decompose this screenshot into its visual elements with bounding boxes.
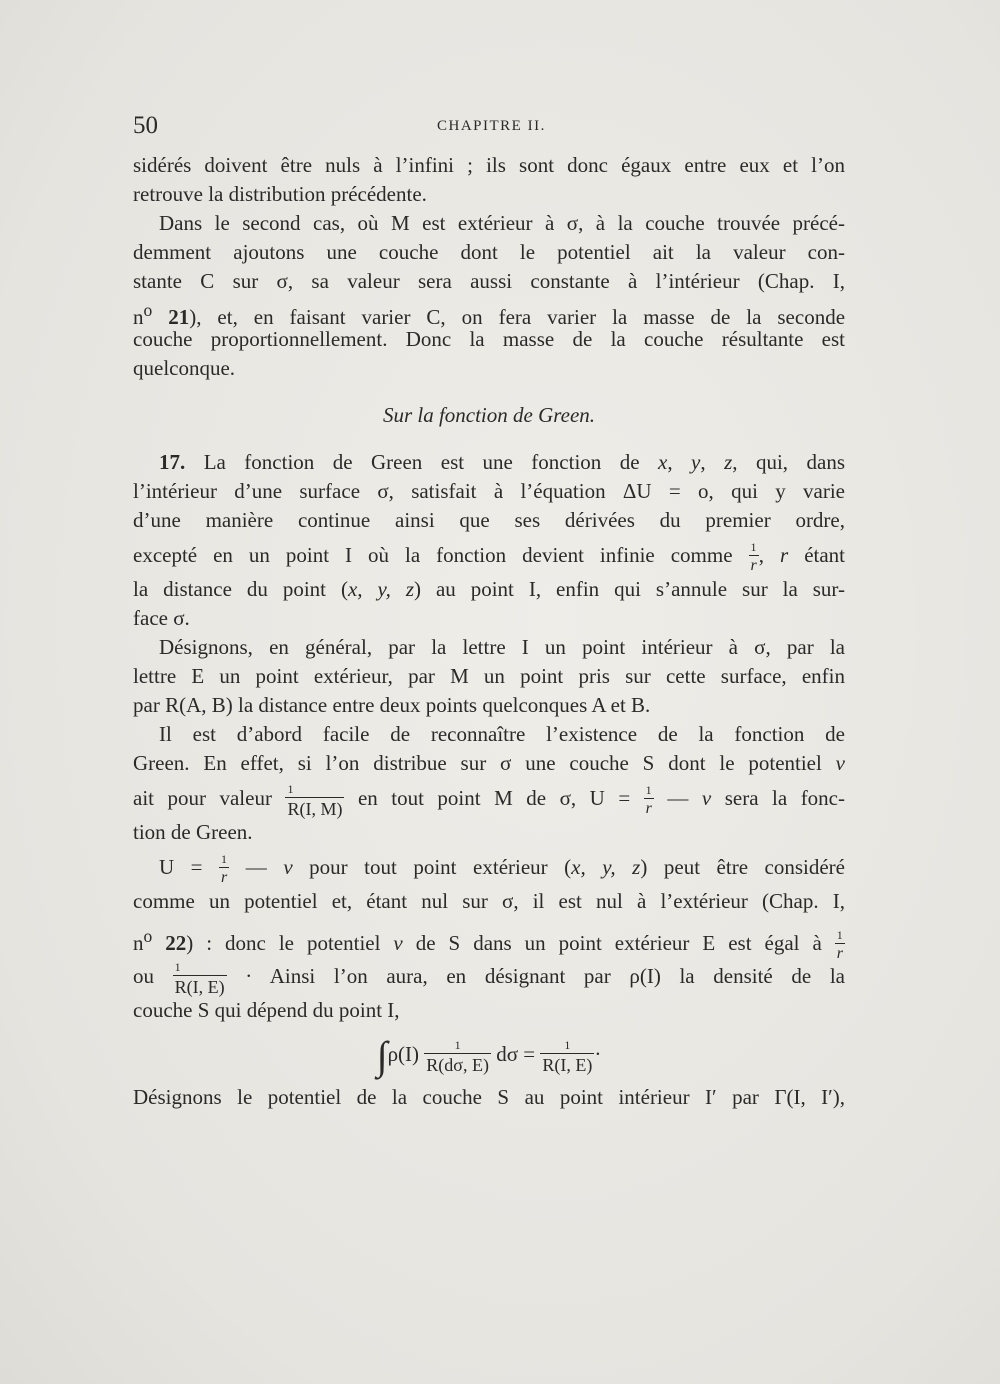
text-line: tion de Green. bbox=[133, 820, 253, 844]
fraction: $\frac{1}{r}$ bbox=[836, 927, 843, 962]
fraction: $\frac{1}{r}$ bbox=[750, 539, 757, 574]
text-line: couche S qui dépend du point I, bbox=[133, 998, 400, 1022]
text-line: U = $\frac{1}{r}$ — v pour tout point extérieur (x, y, z) peut être considéré bbox=[159, 851, 845, 886]
text-line: face σ. bbox=[133, 606, 190, 630]
text-line: Green. En effet, si l’on distribue sur σ une couche S dont le potentiel v bbox=[133, 751, 845, 775]
text-line: par R(A, B) la distance entre deux points quelconques A et B. bbox=[133, 693, 651, 717]
text-line: d’une manière continue ainsi que ses dérivées du premier ordre, bbox=[133, 508, 845, 532]
text-line: ait pour valeur $\frac{1}{R(I, M)}$ en tout point M de σ, U = $\frac{1}{r}$ — v sera la fonc- bbox=[133, 781, 845, 819]
section-title: Sur la fonction de Green. bbox=[382, 403, 596, 427]
text-line: $n^o$ 22) : donc le potentiel v de S dans un point extérieur E est égal à $\frac{1}{r}$ bbox=[133, 926, 843, 962]
text-line: ou $\frac{1}{R(I, E)}$ · Ainsi l’on aura, en désignant par ρ(I) la densité de la bbox=[133, 959, 845, 997]
text-line: quelconque. bbox=[133, 356, 236, 380]
fraction: $\frac{1}{R(I, E)}$ bbox=[542, 1037, 593, 1075]
running-title: CHAPITRE II. bbox=[437, 118, 546, 134]
text-line: Il est d’abord facile de reconnaître l’existence de la fonction de bbox=[159, 722, 845, 746]
fraction: $\frac{1}{R(I, M)}$ bbox=[287, 781, 343, 819]
text-line: l’intérieur d’une surface σ, satisfait à l’équation ΔU = o, qui y varie bbox=[133, 479, 845, 503]
text-line: demment ajoutons une couche dont le potentiel ait la valeur con- bbox=[133, 240, 845, 264]
text-line: la distance du point (x, y, z) au point I, enfin qui s’annule sur la sur- bbox=[133, 577, 845, 601]
text-line: couche proportionnellement. Donc la masse de la couche résultante est bbox=[133, 327, 845, 351]
text-line: retrouve la distribution précédente. bbox=[133, 182, 427, 206]
page-body bbox=[133, 151, 845, 1112]
page-header bbox=[133, 112, 845, 142]
integral-equation: ∫ρ(I) $\frac{1}{R(d\sigma, E)}$ dσ = $\frac{1}{R(I, E)}$ · bbox=[376, 1033, 602, 1079]
text-line: lettre E un point extérieur, par M un point pris sur cette surface, enfin bbox=[133, 664, 845, 688]
text-line: Désignons, en général, par la lettre I un point intérieur à σ, par la bbox=[159, 635, 845, 659]
text-line: Dans le second cas, où M est extérieur à σ, à la couche trouvée précé- bbox=[159, 211, 845, 235]
text-line: stante C sur σ, sa valeur sera aussi constante à l’intérieur (Chap. I, bbox=[133, 269, 845, 293]
fraction: $\frac{1}{R(I, E)}$ bbox=[174, 959, 225, 997]
text-line: Désignons le potentiel de la couche S au point intérieur I′ par Γ(I, I′), bbox=[133, 1085, 845, 1109]
text-line: sidérés doivent être nuls à l’infini ; ils sont donc égaux entre eux et l’on bbox=[133, 153, 845, 177]
text-line: comme un potentiel et, étant nul sur σ, il est nul à l’extérieur (Chap. I, bbox=[133, 889, 845, 913]
page-number: 50 bbox=[133, 112, 158, 139]
text-line: $n^o$ 21), et, en faisant varier C, on fera varier la masse de la seconde bbox=[133, 300, 846, 329]
fraction: $\frac{1}{r}$ bbox=[645, 782, 652, 817]
fraction: $\frac{1}{r}$ bbox=[221, 851, 228, 886]
text-line: 17. La fonction de Green est une fonction de x, y, z, qui, dans bbox=[159, 450, 845, 474]
fraction: $\frac{1}{R(d\sigma, E)}$ bbox=[426, 1037, 489, 1075]
text-line: excepté en un point I où la fonction devient infinie comme $\frac{1}{r}$ , r étant bbox=[133, 539, 846, 574]
